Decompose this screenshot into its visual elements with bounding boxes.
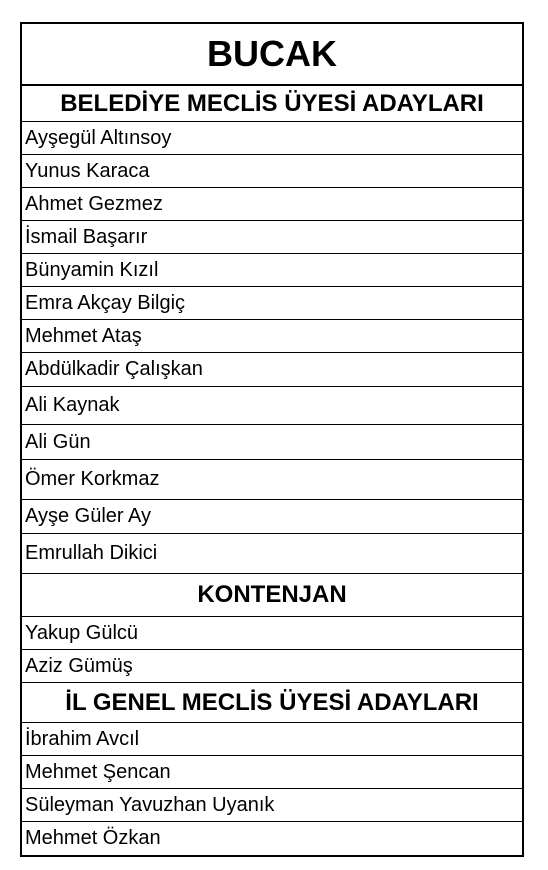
page-title: BUCAK xyxy=(22,24,522,86)
candidate-row: Aziz Gümüş xyxy=(22,650,522,683)
candidate-row: Emrullah Dikici xyxy=(22,534,522,574)
candidate-row: Bünyamin Kızıl xyxy=(22,254,522,287)
section-header-quota: KONTENJAN xyxy=(22,574,522,617)
candidate-row: Mehmet Şencan xyxy=(22,756,522,789)
section-header-municipal: BELEDİYE MECLİS ÜYESİ ADAYLARI xyxy=(22,86,522,122)
candidate-list-table xyxy=(20,22,524,857)
candidate-row: İsmail Başarır xyxy=(22,221,522,254)
candidate-row: Ayşe Güler Ay xyxy=(22,500,522,534)
candidate-row: Yunus Karaca xyxy=(22,155,522,188)
candidate-row: Ömer Korkmaz xyxy=(22,460,522,500)
candidate-row: İbrahim Avcıl xyxy=(22,723,522,756)
candidate-row: Abdülkadir Çalışkan xyxy=(22,353,522,387)
candidate-row: Emra Akçay Bilgiç xyxy=(22,287,522,320)
candidate-row: Ahmet Gezmez xyxy=(22,188,522,221)
candidate-row: Süleyman Yavuzhan Uyanık xyxy=(22,789,522,822)
candidate-row: Mehmet Özkan xyxy=(25,827,161,849)
candidate-row: Yakup Gülcü xyxy=(22,617,522,650)
candidate-row: Ali Kaynak xyxy=(22,387,522,425)
section-header-provincial: İL GENEL MECLİS ÜYESİ ADAYLARI xyxy=(22,683,522,723)
candidate-row: Ali Gün xyxy=(22,425,522,460)
candidate-row: Mehmet Ataş xyxy=(22,320,522,353)
candidate-row: Ayşegül Altınsoy xyxy=(22,122,522,155)
